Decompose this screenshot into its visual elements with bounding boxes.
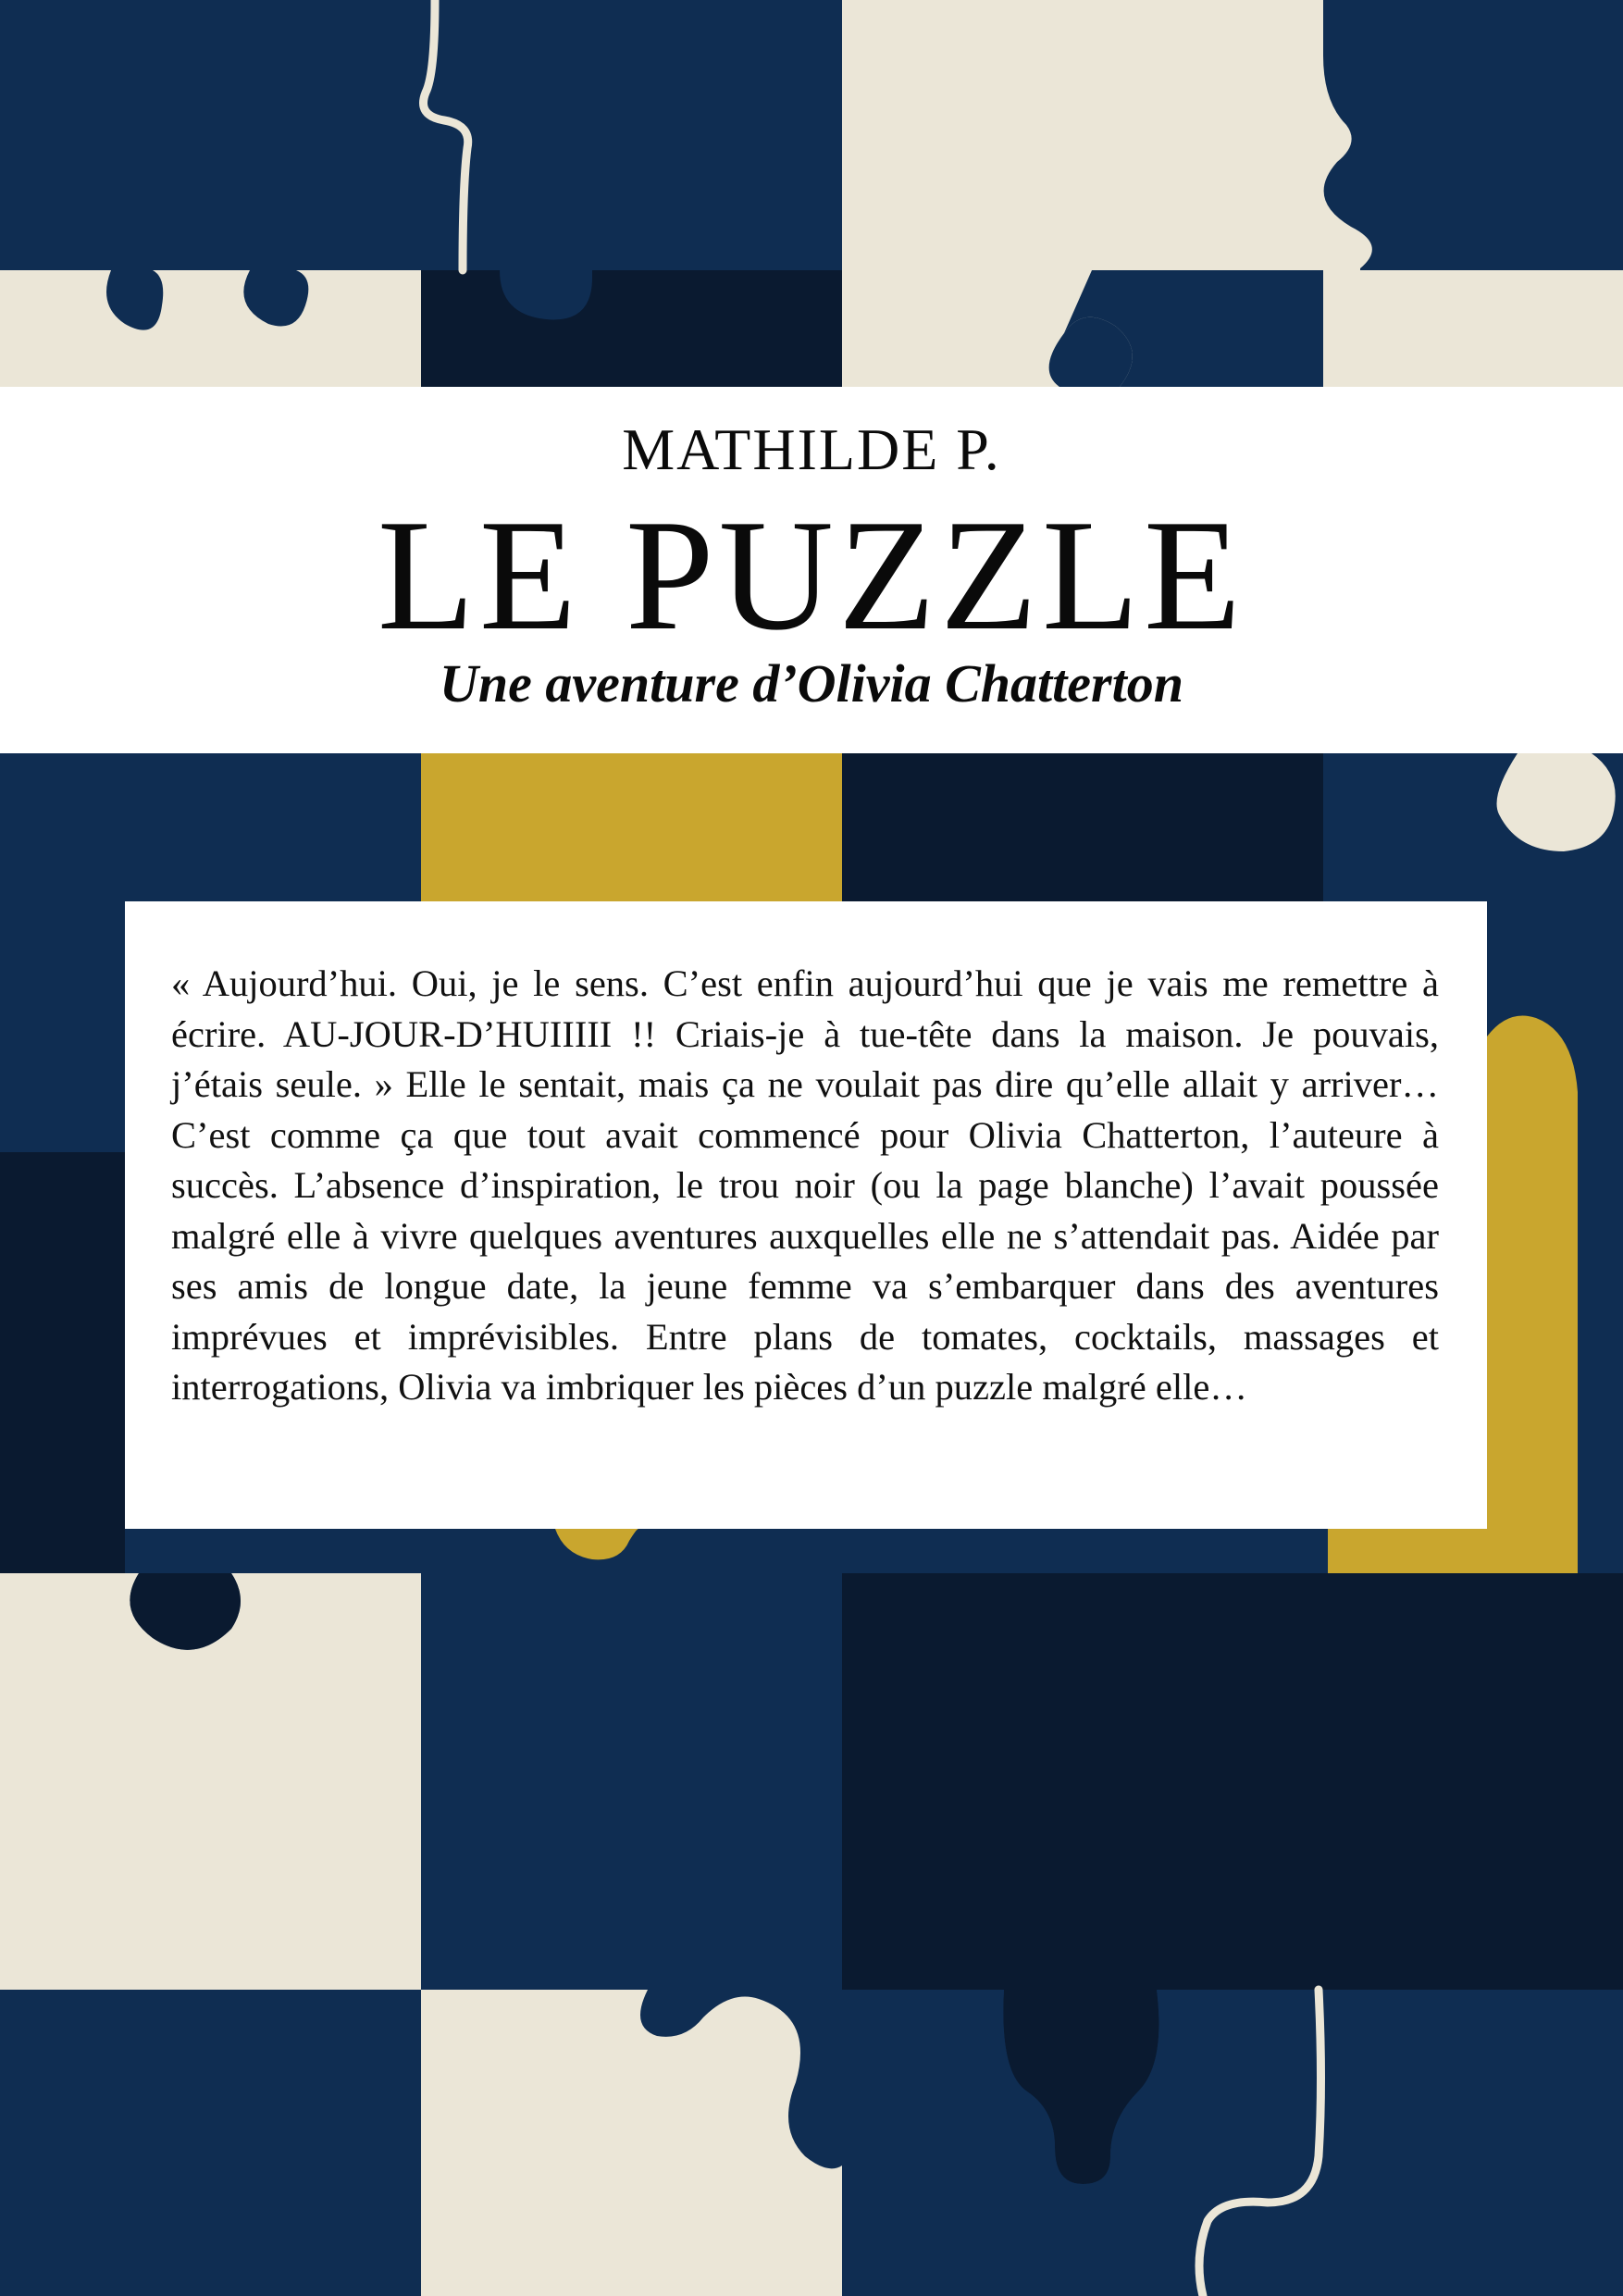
- cream-piece-top-left: [0, 270, 421, 387]
- blurb-text: « Aujourd’hui. Oui, je le sens. C’est enfin aujourd’hui que je vais me remettre à écrire. AU-JOUR-D’HUIIIII !! Criais-je à tue-tête dans la maison. Je pouvais, j’étais seule. » Elle le sentait, mais ça ne voulait pas dire qu’elle allait y arriver… C’est comme ça que tout avait commencé pour Olivia Chatterton, l’auteure à succès. L’absence d’inspiration, le trou noir (ou la page blanche) l’avait poussée malgré elle à vivre quelques aventures auxquelles elle ne s’attendait pas. Aidée par ses amis de longue date, la jeune femme va s’embarquer dans des aventures imprévues et imprévisibles. Entre plans de tomates, cocktails, massages et interrogations, Olivia va imbriquer les pièces d’un puzzle malgré elle…: [171, 962, 1439, 1408]
- gold-piece: [421, 753, 842, 911]
- author-name: MATHILDE P.: [622, 416, 1001, 482]
- blurb-box: [125, 901, 1487, 1529]
- book-subtitle: Une aventure d’Olivia Chatterton: [440, 653, 1183, 714]
- cream-piece-bottom: [421, 1990, 842, 2296]
- title-band: [0, 387, 1623, 753]
- book-title: LE PUZZLE: [377, 488, 1246, 664]
